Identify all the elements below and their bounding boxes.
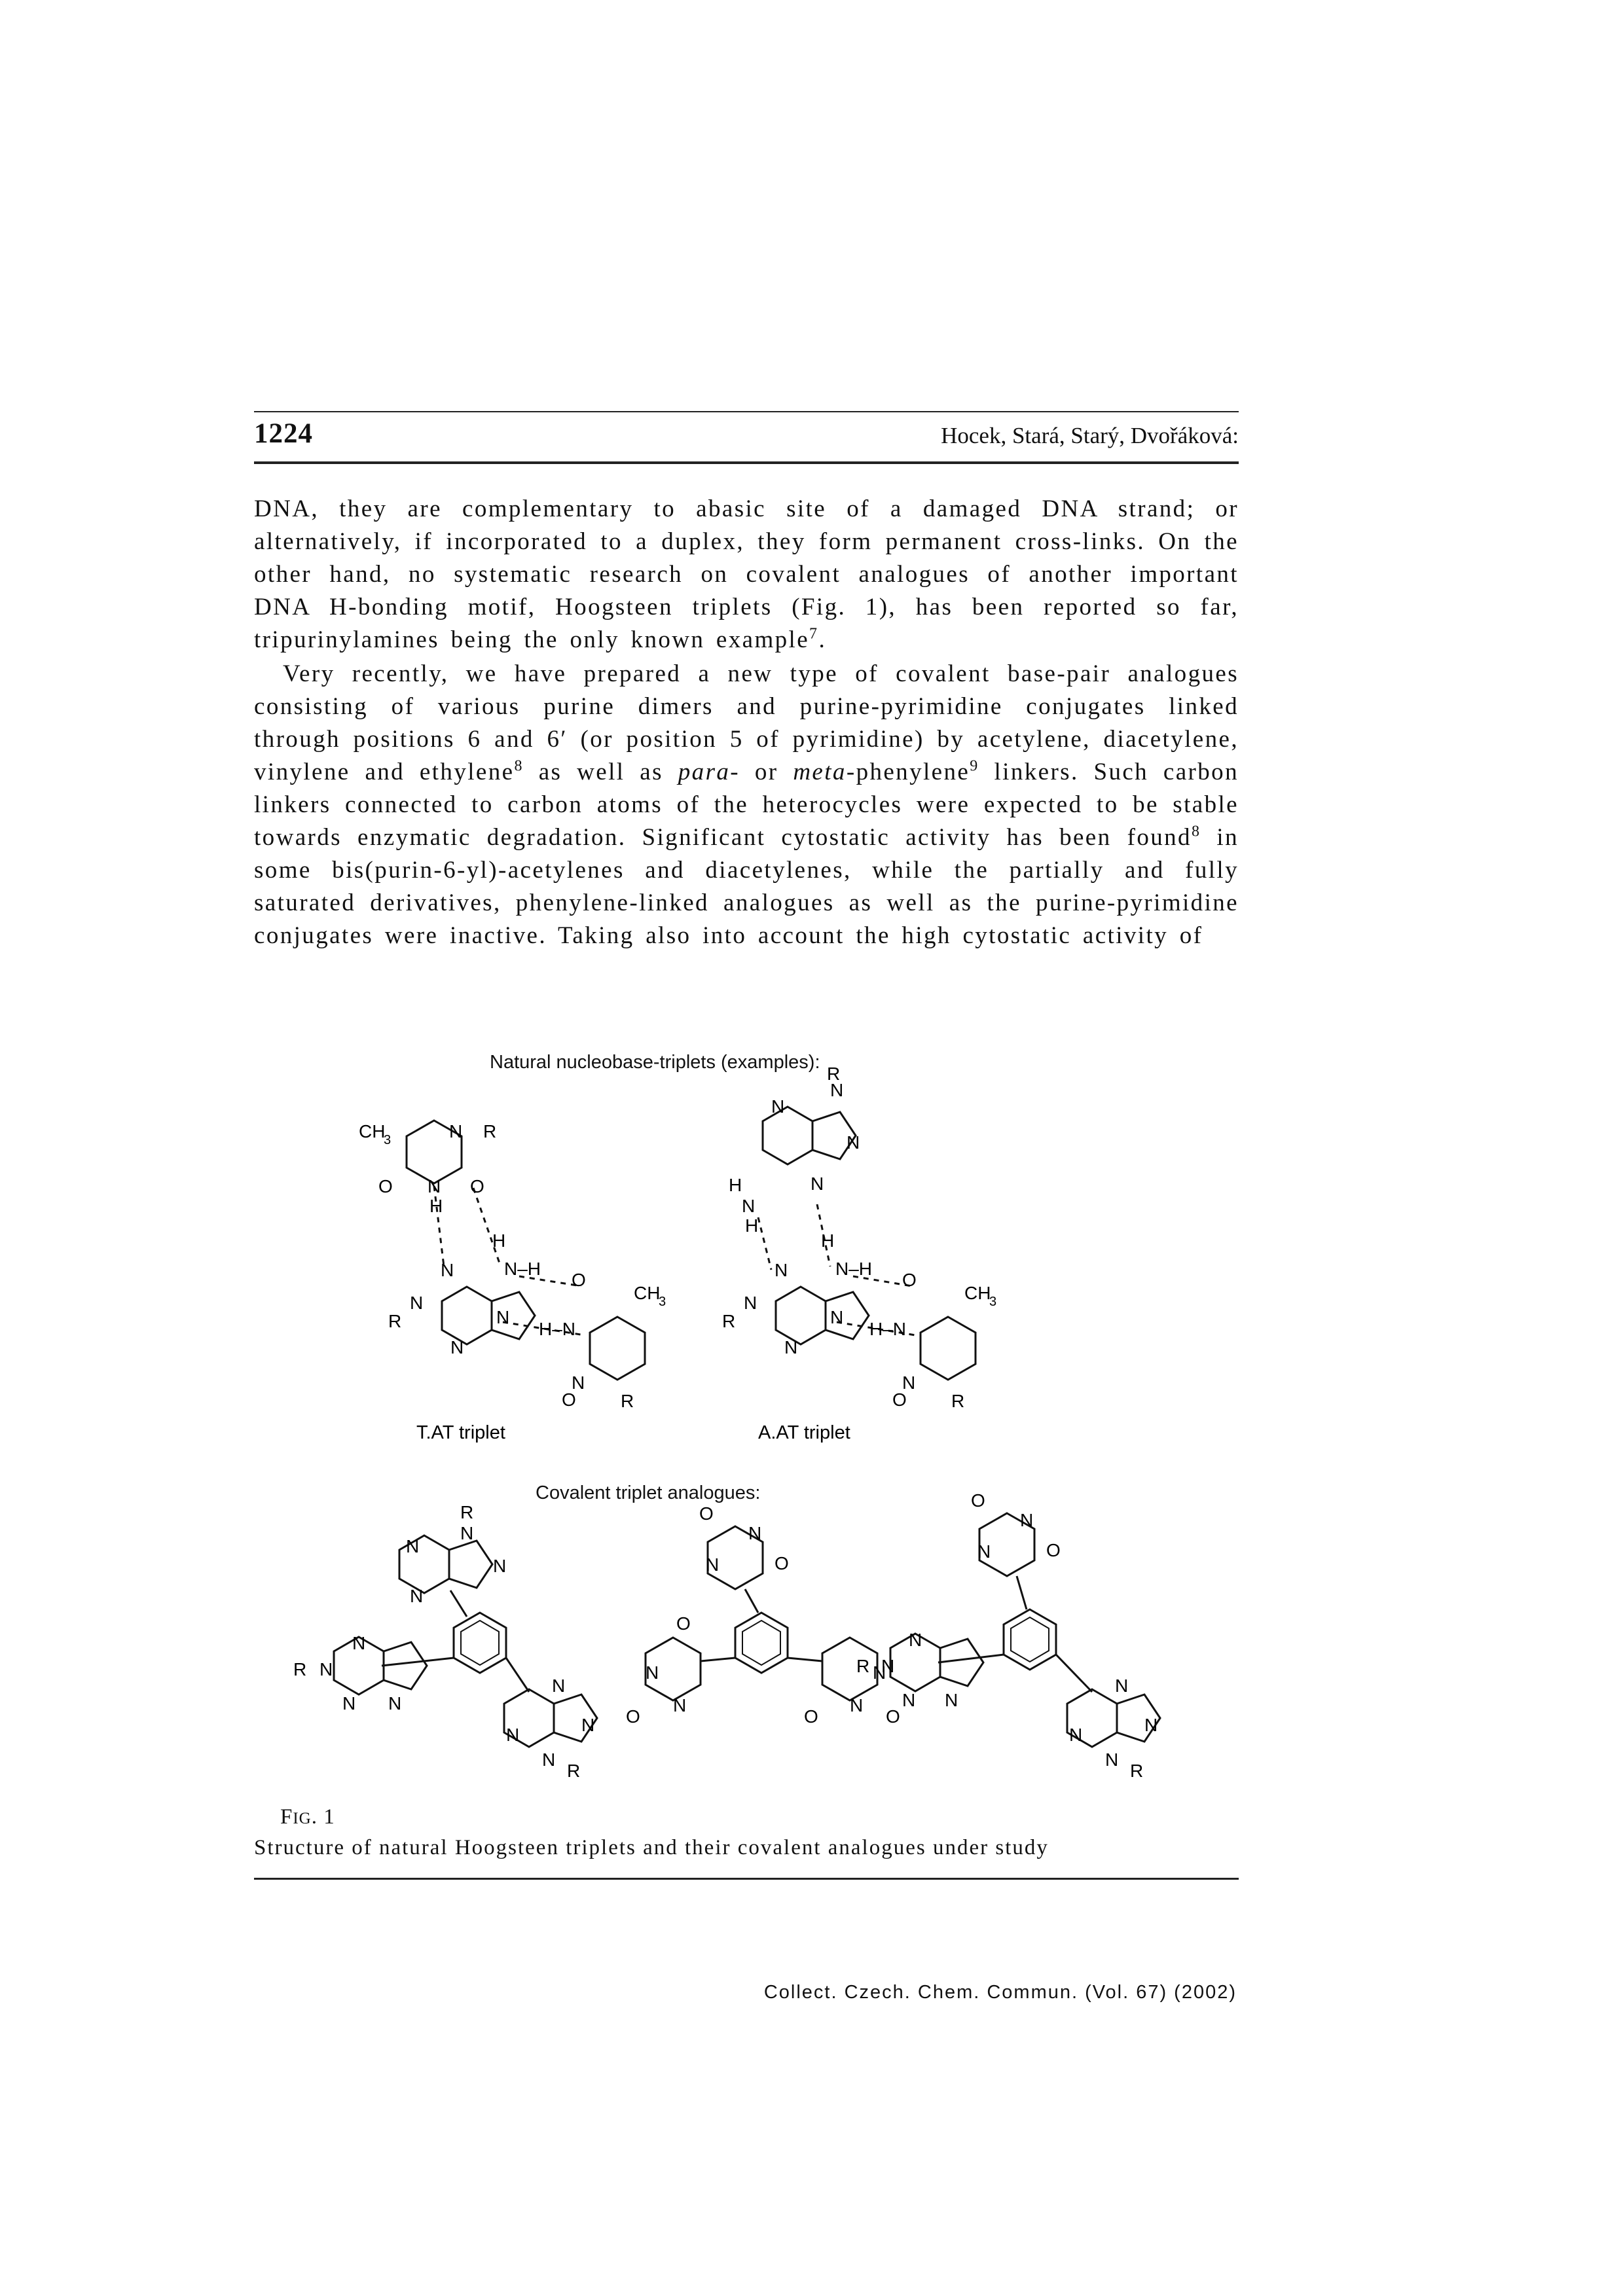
atom-label: R xyxy=(856,1656,870,1676)
figure-caption: Structure of natural Hoogsteen triplets and their covalent analogues under study xyxy=(254,1836,1049,1859)
citation-ref: 8 xyxy=(514,757,524,775)
atom-label: N xyxy=(771,1096,785,1117)
atom-label: N xyxy=(410,1293,424,1313)
atom-label: H–N xyxy=(539,1319,576,1339)
atom-label: O xyxy=(892,1390,907,1410)
atom-label: N xyxy=(1020,1510,1034,1530)
atom-label: N xyxy=(775,1260,788,1280)
italic-meta: meta xyxy=(793,759,847,785)
paragraph-1-end: . xyxy=(818,626,827,653)
analogue-3-structure xyxy=(856,1490,1160,1781)
atom-label: N xyxy=(706,1554,720,1575)
atom-label: N–H xyxy=(835,1259,873,1279)
natural-triplets-title: Natural nucleobase-triplets (examples): xyxy=(490,1052,820,1073)
atom-label: R xyxy=(1130,1761,1144,1781)
atom-label: N xyxy=(460,1523,474,1543)
atom-label: N xyxy=(552,1676,566,1696)
citation-ref: 8 xyxy=(1191,823,1201,840)
atom-label: N xyxy=(542,1749,556,1770)
tat-triplet-label: T.AT triplet xyxy=(416,1422,505,1443)
atom-label: R xyxy=(951,1391,965,1411)
atom-label: 3 xyxy=(989,1295,997,1309)
atom-label: N xyxy=(450,1337,464,1357)
header-top-rule xyxy=(254,411,1239,412)
page-number: 1224 xyxy=(254,418,313,449)
atom-label: N xyxy=(830,1080,844,1100)
aat-triplet-label: A.AT triplet xyxy=(758,1422,850,1443)
atom-label: N xyxy=(1069,1725,1083,1745)
atom-label: O xyxy=(804,1706,818,1727)
atom-label: O xyxy=(626,1706,640,1727)
atom-label: R xyxy=(460,1502,474,1522)
atom-label: N xyxy=(744,1293,757,1313)
atom-label: N xyxy=(881,1656,895,1676)
atom-label: O xyxy=(676,1613,691,1634)
atom-label: N xyxy=(319,1659,333,1679)
atom-label: N xyxy=(902,1372,916,1393)
atom-label: N xyxy=(496,1307,510,1327)
atom-label: O xyxy=(971,1490,985,1511)
atom-label: O xyxy=(1046,1540,1061,1560)
analogue-2-structure xyxy=(626,1503,900,1727)
atom-label: R xyxy=(722,1311,736,1331)
covalent-analogues-title: Covalent triplet analogues: xyxy=(536,1482,761,1503)
atom-label: N xyxy=(850,1695,864,1715)
paragraph-1 xyxy=(254,493,1239,656)
atom-label: N xyxy=(811,1174,824,1194)
atom-label: N xyxy=(646,1662,659,1683)
atom-label: N xyxy=(506,1725,520,1745)
atom-label: R xyxy=(293,1659,307,1679)
atom-label: R xyxy=(827,1064,841,1084)
atom-label: R xyxy=(483,1121,497,1141)
atom-label: N xyxy=(449,1121,463,1141)
analogue-1-structure xyxy=(293,1502,597,1781)
atom-label: O xyxy=(572,1270,586,1290)
atom-label: O xyxy=(562,1390,576,1410)
paragraph-1-text: DNA, they are complementary to abasic site of a damaged DNA strand; or alternatively, if incorporated to a duplex, they form permanent cross-links. On the other hand, no systematic research on covalent analogues of another important DNA H-bonding motif, Hoogsteen triplets (Fig. 1), has been reported so far, tripurinylamines being the only known example xyxy=(254,495,1239,653)
atom-label: O xyxy=(378,1176,393,1196)
atom-label: CH xyxy=(359,1121,386,1141)
atom-label: N xyxy=(847,1132,860,1153)
atom-label: H xyxy=(492,1230,506,1251)
atom-label: N xyxy=(902,1690,916,1710)
caption-rule xyxy=(254,1878,1239,1880)
atom-label: O xyxy=(886,1706,900,1727)
atom-label: N xyxy=(406,1536,420,1556)
figure-1-structures xyxy=(254,1041,1239,1806)
figure-label-ig: IG xyxy=(293,1810,312,1827)
paragraph-2-text-d: -phenylene xyxy=(846,759,970,785)
paragraph-2-text-e: linkers. Such carbon linkers connected to carbon atoms of the heterocycles were expected to be stable towards enzymatic degradation. Significant cytostatic activity has been found xyxy=(254,759,1239,851)
paragraph-2-text-f: in some bis(purin-6-yl)-acetylenes and diacetylenes, while the partially and fully saturated derivatives, phenylene-linked analogues as well as the purine-pyrimidine conjugates were inactive. Taking also into account the high cytostatic activity of xyxy=(254,824,1239,949)
atom-label: H xyxy=(745,1215,759,1236)
atom-label: N xyxy=(748,1523,762,1543)
atom-label: N xyxy=(873,1662,886,1683)
paragraph-2-text-b: as well as xyxy=(523,759,678,785)
atom-label: N xyxy=(830,1307,844,1327)
atom-label: N xyxy=(572,1372,585,1393)
figure-label-num: . 1 xyxy=(311,1805,335,1829)
header-bottom-rule xyxy=(254,461,1239,464)
atom-label: N xyxy=(342,1693,356,1713)
atom-label: H–N xyxy=(869,1319,907,1339)
atom-label: N xyxy=(1105,1749,1119,1770)
figure-label-f: F xyxy=(280,1805,293,1829)
atom-label: N xyxy=(784,1337,798,1357)
atom-label: H xyxy=(429,1196,443,1216)
atom-label: 3 xyxy=(659,1295,666,1309)
atom-label: O xyxy=(902,1270,917,1290)
citation-ref: 7 xyxy=(809,625,819,643)
italic-para: para xyxy=(678,759,731,785)
atom-label: O xyxy=(775,1553,789,1573)
atom-label: CH xyxy=(634,1283,661,1303)
atom-label: H xyxy=(729,1175,742,1195)
atom-label: 3 xyxy=(384,1133,392,1147)
atom-label: N xyxy=(977,1541,991,1562)
paragraph-2-text-a: Very recently, we have prepared a new type of covalent base-pair analogues consisting of various purine dimers and purine-pyrimidine conjugates linked through positions 6 and 6′ (or position 5 of pyrimidine) by acetylene, diacetylene, vinylene and ethylene xyxy=(254,660,1239,785)
atom-label: O xyxy=(470,1176,484,1196)
atom-label: R xyxy=(567,1761,581,1781)
atom-label: N xyxy=(352,1633,366,1653)
atom-label: N xyxy=(410,1586,424,1606)
atom-label: N xyxy=(441,1260,454,1280)
atom-label: O xyxy=(699,1503,714,1524)
atom-label: N xyxy=(742,1196,756,1216)
paragraph-2 xyxy=(254,658,1239,952)
atom-label: N xyxy=(493,1556,507,1576)
atom-label: N xyxy=(909,1630,922,1650)
journal-footer: Collect. Czech. Chem. Commun. (Vol. 67) (2002) xyxy=(763,1982,1237,2003)
atom-label: N xyxy=(428,1176,441,1196)
aat-triplet-structure xyxy=(722,1064,996,1411)
atom-label: N xyxy=(388,1693,402,1713)
atom-label: H xyxy=(821,1230,835,1251)
atom-label: CH xyxy=(964,1283,991,1303)
tat-triplet-structure xyxy=(359,1121,666,1411)
atom-label: N xyxy=(1144,1715,1158,1735)
citation-ref: 9 xyxy=(970,757,979,775)
atom-label: R xyxy=(388,1311,402,1331)
atom-label: N–H xyxy=(504,1259,541,1279)
atom-label: R xyxy=(621,1391,634,1411)
figure-label xyxy=(280,1805,335,1829)
atom-label: N xyxy=(581,1715,595,1735)
atom-label: N xyxy=(945,1690,958,1710)
running-header-authors: Hocek, Stará, Starý, Dvořáková: xyxy=(941,423,1239,448)
atom-label: N xyxy=(673,1695,687,1715)
paragraph-2-text-c: - or xyxy=(730,759,793,785)
atom-label: N xyxy=(1115,1676,1129,1696)
